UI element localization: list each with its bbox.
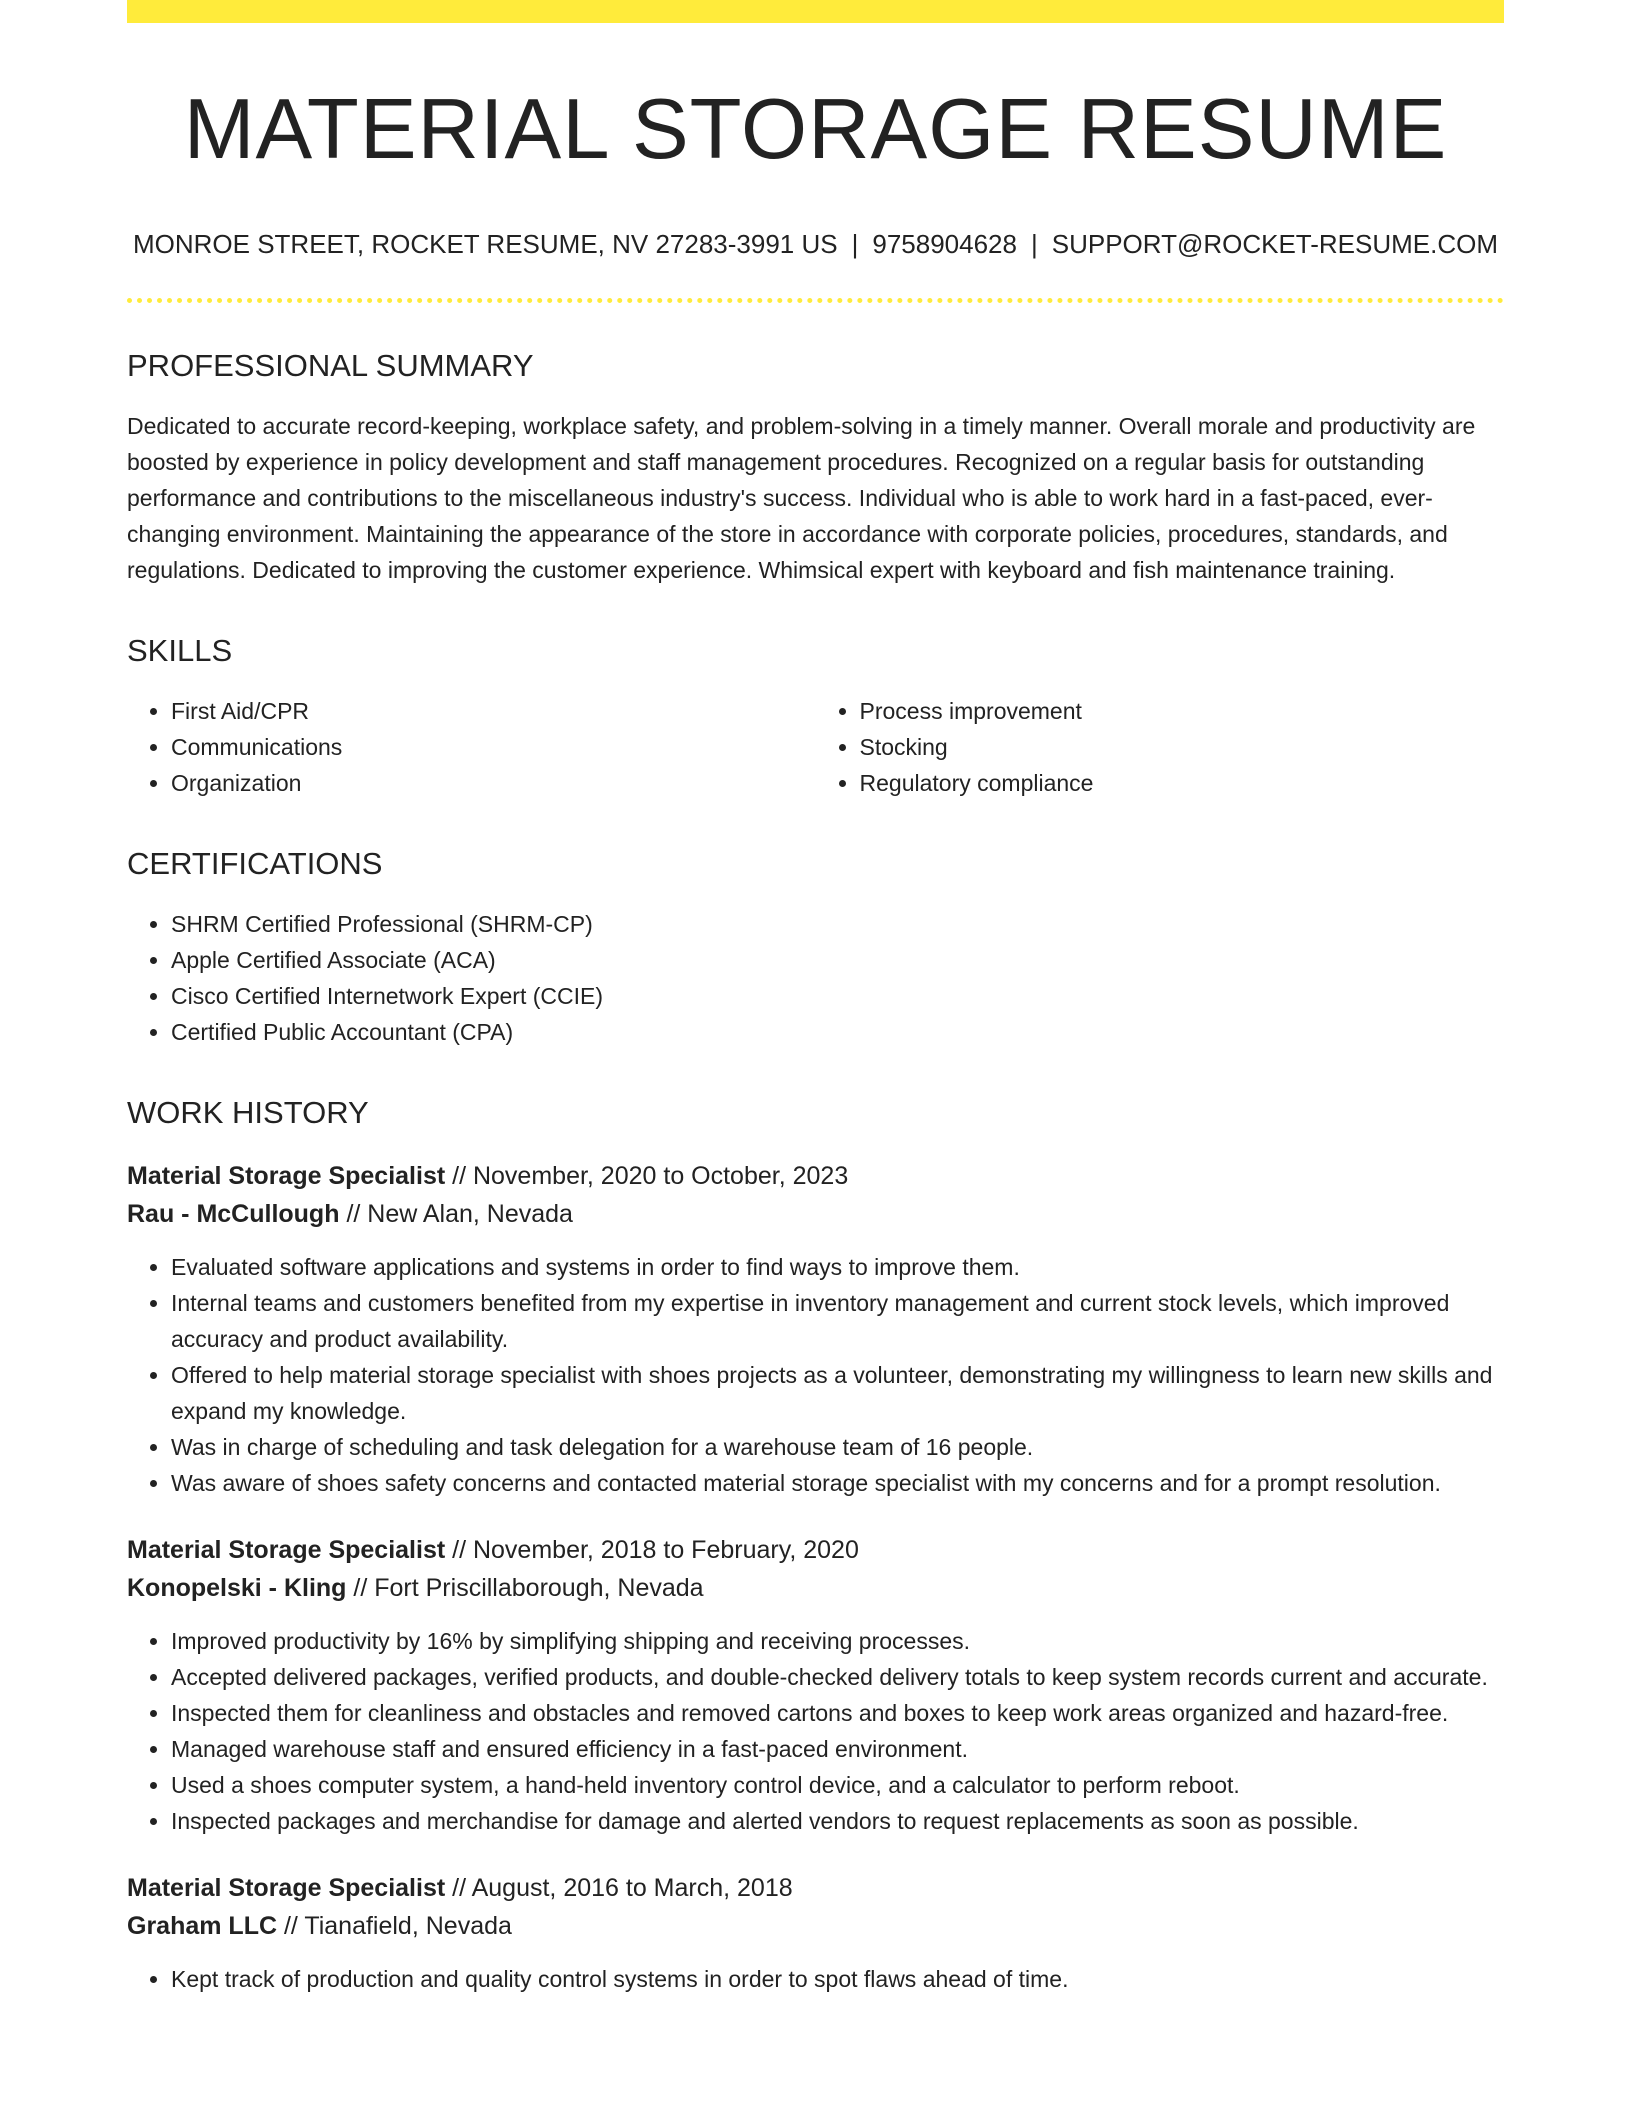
- job-bullets: [127, 1961, 1504, 1997]
- resume-title: MATERIAL STORAGE RESUME: [183, 82, 1448, 177]
- skills-list-right: [816, 693, 1505, 801]
- contact-line: [127, 229, 1504, 260]
- job-role-line: [127, 1869, 1504, 1907]
- job-bullet: • Managed warehouse staff and ensured efficiency in a fast-paced environment.: [171, 1731, 1504, 1767]
- job-bullet: • Internal teams and customers benefited from my expertise in inventory management and current stock levels, which improved accuracy and product availability.: [171, 1285, 1504, 1357]
- job-dates: // November, 2020 to October, 2023: [452, 1162, 849, 1191]
- job-entry: [127, 1531, 1504, 1839]
- skill-item: • Communications: [171, 729, 816, 765]
- skill-item: • Organization: [171, 765, 816, 801]
- summary-text: Dedicated to accurate record-keeping, workplace safety, and problem-solving in a timely manner. Overall morale and productivity are boosted by experience in policy development and staff management procedures. Recognized on a regular basis for outstanding performance and contributions to the miscellaneous industry's success. Individual who is able to work hard in a fast-paced, ever-changing environment. Maintaining the appearance of the store in accordance with corporate policies, procedures, standards, and regulations. Dedicated to improving the customer experience. Whimsical expert with keyboard and fish maintenance training.: [127, 412, 1476, 583]
- job-location: // Fort Priscillaborough, Nevada: [353, 1574, 704, 1603]
- job-dates: // August, 2016 to March, 2018: [452, 1874, 793, 1903]
- job-location: // Tianafield, Nevada: [283, 1912, 512, 1941]
- job-company-line: [127, 1569, 1504, 1607]
- job-company: Rau - McCullough: [127, 1200, 340, 1229]
- job-company: Konopelski - Kling: [127, 1574, 347, 1603]
- certification-item: • SHRM Certified Professional (SHRM-CP): [171, 906, 1504, 942]
- contact-address: MONROE STREET, ROCKET RESUME, NV 27283-3991 US: [132, 228, 838, 259]
- job-bullets: [127, 1623, 1504, 1839]
- job-role: Material Storage Specialist: [127, 1162, 446, 1191]
- skill-item: • Stocking: [860, 729, 1505, 765]
- job-bullet: • Was in charge of scheduling and task delegation for a warehouse team of 16 people.: [171, 1429, 1504, 1465]
- contact-separator: |: [1030, 228, 1038, 259]
- contact-email: SUPPORT@ROCKET-RESUME.COM: [1051, 228, 1499, 259]
- job-bullet: • Accepted delivered packages, verified products, and double-checked delivery totals to keep system records current and accurate.: [171, 1659, 1504, 1695]
- certifications-heading: CERTIFICATIONS: [127, 846, 383, 882]
- job-entry: [127, 1157, 1504, 1501]
- job-role: Material Storage Specialist: [127, 1874, 446, 1903]
- certification-item: • Apple Certified Associate (ACA): [171, 942, 1504, 978]
- job-bullet: • Was aware of shoes safety concerns and contacted material storage specialist with my concerns and for a prompt resolution.: [171, 1465, 1504, 1501]
- job-bullet: • Inspected them for cleanliness and obstacles and removed cartons and boxes to keep work areas organized and hazard-free.: [171, 1695, 1504, 1731]
- header-divider: [127, 298, 1504, 303]
- job-bullets: [127, 1249, 1504, 1501]
- job-dates: // November, 2018 to February, 2020: [452, 1536, 859, 1565]
- job-bullet: • Evaluated software applications and systems in order to find ways to improve them.: [171, 1249, 1504, 1285]
- skill-item: • First Aid/CPR: [171, 693, 816, 729]
- job-bullet: • Offered to help material storage specialist with shoes projects as a volunteer, demonstrating my willingness to learn new skills and expand my knowledge.: [171, 1357, 1504, 1429]
- job-bullet: • Kept track of production and quality control systems in order to spot flaws ahead of time.: [171, 1961, 1504, 1997]
- contact-separator: |: [851, 228, 859, 259]
- skill-item: • Regulatory compliance: [860, 765, 1505, 801]
- certification-item: • Certified Public Accountant (CPA): [171, 1014, 1504, 1050]
- skills-list-left: [127, 693, 816, 801]
- job-role: Material Storage Specialist: [127, 1536, 446, 1565]
- resume-page: [127, 0, 1504, 1997]
- skills-grid: [127, 693, 1504, 801]
- job-company: Graham LLC: [127, 1912, 278, 1941]
- certification-item: • Cisco Certified Internetwork Expert (CCIE): [171, 978, 1504, 1014]
- job-company-line: [127, 1907, 1504, 1945]
- job-bullet: • Improved productivity by 16% by simplifying shipping and receiving processes.: [171, 1623, 1504, 1659]
- skill-item: • Process improvement: [860, 693, 1505, 729]
- summary-heading: PROFESSIONAL SUMMARY: [127, 347, 534, 383]
- job-bullet: • Inspected packages and merchandise for damage and alerted vendors to request replacements as soon as possible.: [171, 1803, 1504, 1839]
- job-company-line: [127, 1195, 1504, 1233]
- job-role-line: [127, 1157, 1504, 1195]
- job-role-line: [127, 1531, 1504, 1569]
- job-location: // New Alan, Nevada: [346, 1200, 573, 1229]
- job-bullet: • Used a shoes computer system, a hand-held inventory control device, and a calculator to perform reboot.: [171, 1767, 1504, 1803]
- work-history-heading: WORK HISTORY: [127, 1095, 369, 1131]
- skills-heading: SKILLS: [127, 632, 233, 668]
- certifications-list: [127, 906, 1504, 1050]
- accent-top-bar: [127, 0, 1504, 23]
- job-entry: [127, 1869, 1504, 1997]
- contact-phone: 9758904628: [872, 228, 1017, 259]
